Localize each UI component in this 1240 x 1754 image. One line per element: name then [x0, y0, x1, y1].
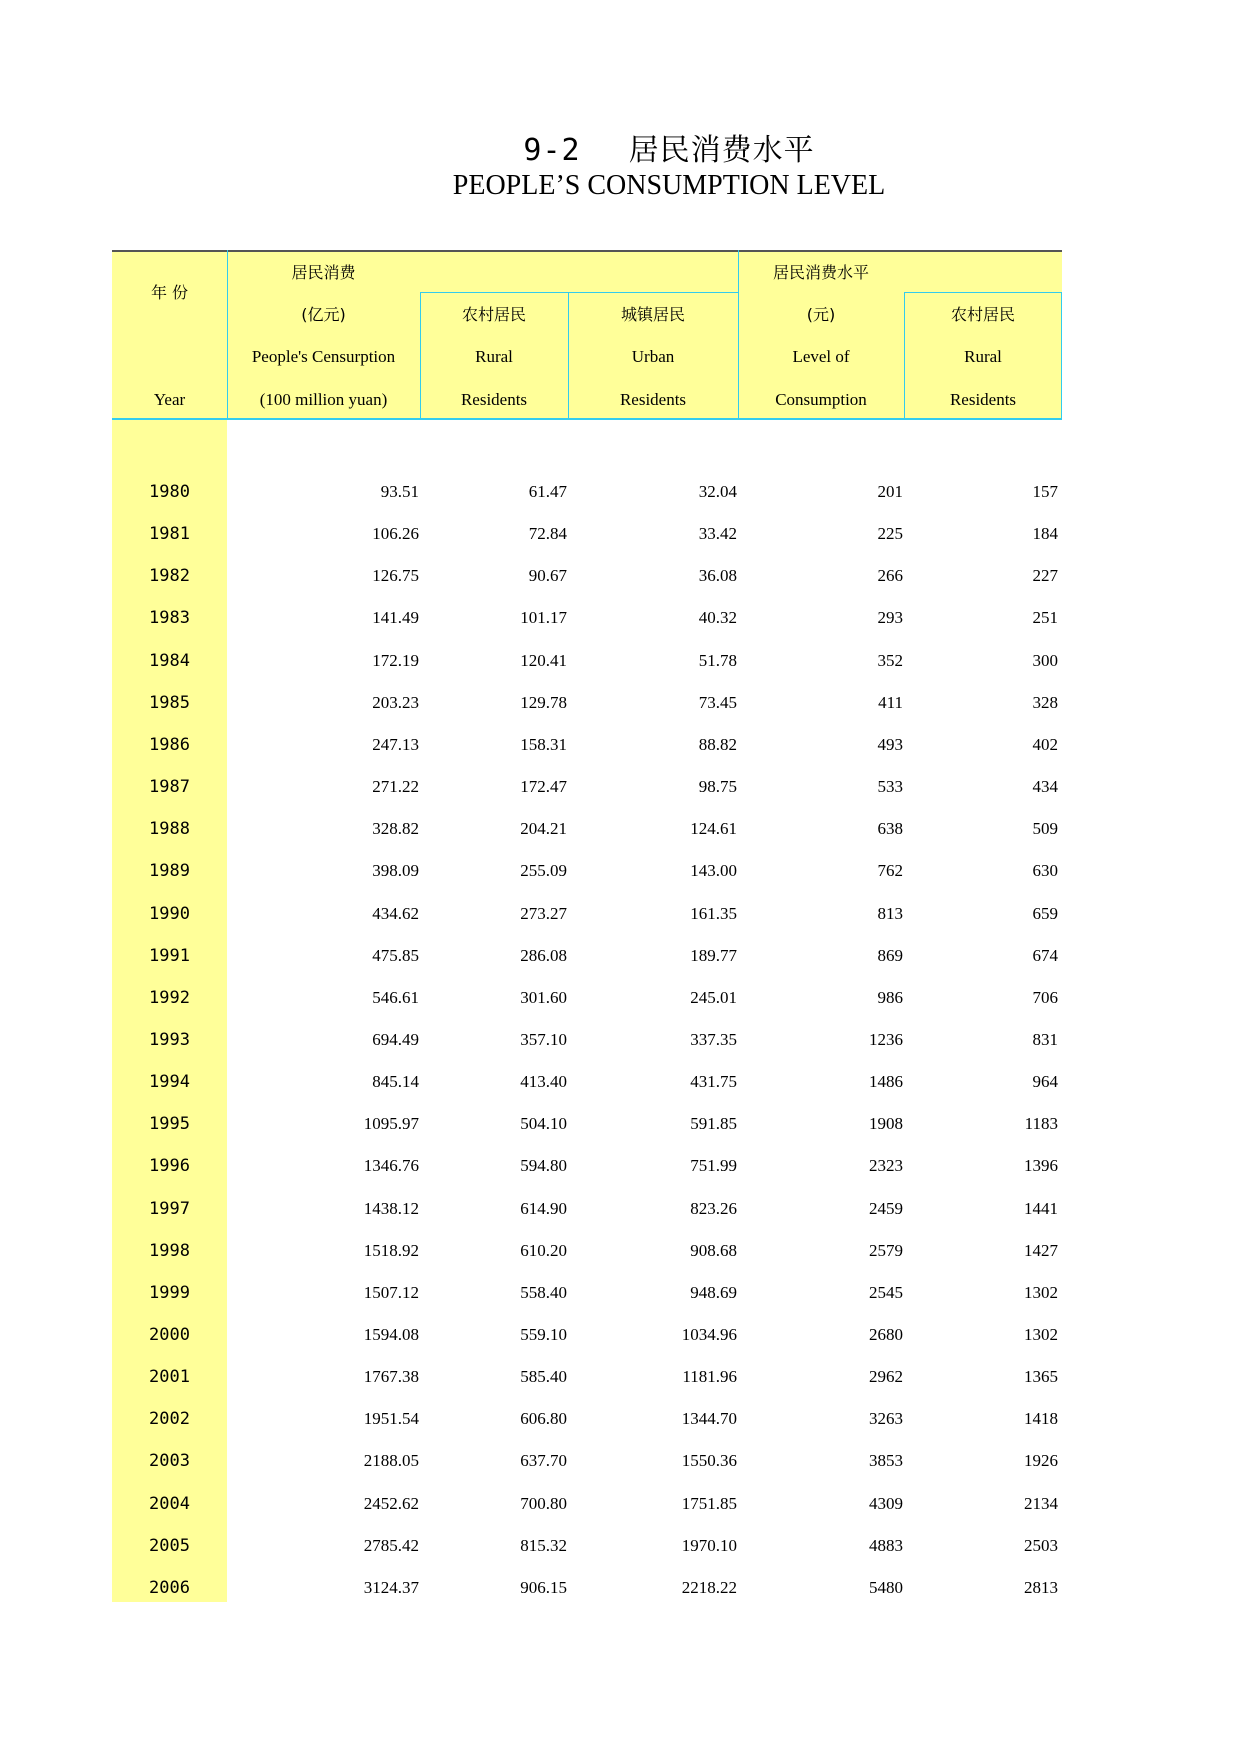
cell-level-total: 1486 [869, 1072, 903, 1091]
cell-consumption-total: 694.49 [372, 1030, 419, 1049]
table-row [112, 851, 1062, 893]
cell-consumption-total: 271.22 [372, 777, 419, 796]
cell-consumption-urban: 40.32 [698, 608, 737, 627]
cell-level-rural: 157 [1032, 482, 1058, 501]
cell-consumption-rural: 301.60 [520, 988, 567, 1007]
cell-year: 1992 [149, 988, 190, 1008]
header-level-rural-en2: Residents [949, 390, 1017, 409]
header-urban-en2: Residents [619, 390, 687, 409]
table-row [112, 894, 1062, 936]
cell-level-rural: 434 [1032, 777, 1058, 796]
cell-level-rural: 1396 [1024, 1156, 1058, 1175]
cell-consumption-total: 1346.76 [363, 1156, 419, 1175]
cell-consumption-urban: 823.26 [690, 1199, 737, 1218]
cell-level-total: 986 [877, 988, 903, 1007]
cell-consumption-rural: 120.41 [520, 651, 567, 670]
cell-consumption-total: 247.13 [372, 735, 419, 754]
table-row [112, 1357, 1062, 1399]
cell-consumption-urban: 751.99 [690, 1156, 737, 1175]
cell-consumption-total: 3124.37 [363, 1578, 419, 1597]
cell-consumption-total: 845.14 [372, 1072, 419, 1091]
cell-level-total: 352 [877, 651, 903, 670]
cell-consumption-urban: 2218.22 [681, 1578, 737, 1597]
cell-level-rural: 251 [1032, 608, 1058, 627]
table-row [112, 1441, 1062, 1483]
cell-year: 1981 [149, 524, 190, 544]
cell-consumption-rural: 90.67 [528, 566, 567, 585]
header-bottom-rule [112, 418, 1062, 420]
header-year-en: Year [153, 390, 186, 409]
cell-level-total: 3263 [869, 1409, 903, 1428]
table-row [112, 936, 1062, 978]
cell-level-rural: 964 [1032, 1072, 1058, 1091]
header-level-unit-cn: (元) [806, 305, 836, 324]
table-row [112, 683, 1062, 725]
cell-consumption-rural: 585.40 [520, 1367, 567, 1386]
cell-consumption-total: 475.85 [372, 946, 419, 965]
cell-consumption-rural: 61.47 [528, 482, 567, 501]
header-consumption-en: People's Censurption [251, 347, 396, 366]
cell-level-rural: 300 [1032, 651, 1058, 670]
table-row [112, 978, 1062, 1020]
cell-year: 2004 [149, 1494, 190, 1514]
cell-consumption-urban: 161.35 [690, 904, 737, 923]
title-cn-text: 居民消费水平 [628, 133, 815, 168]
cell-year: 1995 [149, 1114, 190, 1134]
cell-year: 1993 [149, 1030, 190, 1050]
table-row [112, 1062, 1062, 1104]
cell-consumption-rural: 273.27 [520, 904, 567, 923]
table-header [112, 250, 1062, 420]
cell-year: 2003 [149, 1451, 190, 1471]
table-row [112, 725, 1062, 767]
cell-consumption-urban: 32.04 [698, 482, 737, 501]
cell-level-rural: 184 [1032, 524, 1058, 543]
cell-year: 2002 [149, 1409, 190, 1429]
cell-level-rural: 2813 [1024, 1578, 1058, 1597]
cell-consumption-rural: 357.10 [520, 1030, 567, 1049]
cell-level-rural: 1427 [1024, 1241, 1058, 1260]
cell-level-total: 493 [877, 735, 903, 754]
table-row [112, 1399, 1062, 1441]
cell-consumption-rural: 637.70 [520, 1451, 567, 1470]
cell-consumption-urban: 88.82 [698, 735, 737, 754]
cell-level-total: 266 [877, 566, 903, 585]
header-rural-cn: 农村居民 [461, 305, 526, 324]
cell-consumption-total: 172.19 [372, 651, 419, 670]
cell-level-rural: 1302 [1024, 1325, 1058, 1344]
cell-consumption-total: 2452.62 [363, 1494, 419, 1513]
cell-consumption-rural: 558.40 [520, 1283, 567, 1302]
cell-consumption-rural: 700.80 [520, 1494, 567, 1513]
cell-year: 1997 [149, 1199, 190, 1219]
cell-level-total: 3853 [869, 1451, 903, 1470]
divider [420, 292, 738, 293]
cell-level-rural: 674 [1032, 946, 1058, 965]
cell-year: 2000 [149, 1325, 190, 1345]
cell-year: 1998 [149, 1241, 190, 1261]
table-row [112, 1020, 1062, 1062]
cell-year: 1984 [149, 651, 190, 671]
cell-year: 1988 [149, 819, 190, 839]
cell-consumption-urban: 124.61 [690, 819, 737, 838]
cell-level-total: 762 [877, 861, 903, 880]
cell-consumption-total: 1095.97 [363, 1114, 419, 1133]
cell-consumption-total: 2188.05 [363, 1451, 419, 1470]
cell-consumption-rural: 101.17 [520, 608, 567, 627]
cell-level-rural: 1926 [1024, 1451, 1058, 1470]
table-row [112, 1146, 1062, 1188]
cell-year: 1982 [149, 566, 190, 586]
cell-level-total: 2680 [869, 1325, 903, 1344]
cell-consumption-urban: 143.00 [690, 861, 737, 880]
table-row [112, 1315, 1062, 1357]
cell-consumption-rural: 594.80 [520, 1156, 567, 1175]
cell-year: 1994 [149, 1072, 190, 1092]
table-row [112, 767, 1062, 809]
cell-consumption-rural: 610.20 [520, 1241, 567, 1260]
cell-level-total: 411 [878, 693, 903, 712]
header-level-en1: Level of [792, 347, 850, 366]
cell-level-rural: 1441 [1024, 1199, 1058, 1218]
table-row [112, 598, 1062, 640]
header-rural-en1: Rural [475, 347, 513, 366]
table-row [112, 556, 1062, 598]
cell-level-total: 5480 [869, 1578, 903, 1597]
cell-consumption-rural: 255.09 [520, 861, 567, 880]
header-year-cn: 年 份 [150, 283, 189, 302]
cell-consumption-urban: 189.77 [690, 946, 737, 965]
table-row [112, 1189, 1062, 1231]
cell-year: 2005 [149, 1536, 190, 1556]
header-consumption-unit-en: (100 million yuan) [259, 390, 388, 409]
cell-year: 1990 [149, 904, 190, 924]
cell-consumption-total: 106.26 [372, 524, 419, 543]
cell-level-rural: 831 [1032, 1030, 1058, 1049]
cell-consumption-rural: 204.21 [520, 819, 567, 838]
cell-consumption-total: 1951.54 [363, 1409, 419, 1428]
cell-consumption-urban: 1751.85 [681, 1494, 737, 1513]
cell-consumption-total: 93.51 [380, 482, 419, 501]
cell-level-rural: 630 [1032, 861, 1058, 880]
table-row [112, 472, 1062, 514]
cell-consumption-rural: 815.32 [520, 1536, 567, 1555]
cell-consumption-urban: 591.85 [690, 1114, 737, 1133]
cell-consumption-total: 126.75 [372, 566, 419, 585]
cell-consumption-urban: 245.01 [690, 988, 737, 1007]
cell-consumption-total: 546.61 [372, 988, 419, 1007]
page-title-en: PEOPLE’S CONSUMPTION LEVEL [452, 170, 886, 201]
table-row [112, 1526, 1062, 1568]
page-title-cn [0, 125, 1240, 169]
cell-consumption-urban: 1181.96 [682, 1367, 737, 1386]
cell-level-rural: 1183 [1024, 1114, 1058, 1133]
cell-level-rural: 1365 [1024, 1367, 1058, 1386]
cell-consumption-rural: 614.90 [520, 1199, 567, 1218]
cell-level-total: 2323 [869, 1156, 903, 1175]
cell-level-total: 869 [877, 946, 903, 965]
cell-consumption-urban: 908.68 [690, 1241, 737, 1260]
table-row [112, 1484, 1062, 1526]
divider [904, 292, 1062, 293]
cell-level-rural: 402 [1032, 735, 1058, 754]
cell-year: 1986 [149, 735, 190, 755]
cell-year: 1996 [149, 1156, 190, 1176]
header-urban-cn: 城镇居民 [620, 305, 685, 324]
cell-level-total: 2579 [869, 1241, 903, 1260]
cell-level-rural: 328 [1032, 693, 1058, 712]
header-consumption-cn: 居民消费 [291, 263, 356, 282]
cell-consumption-total: 141.49 [372, 608, 419, 627]
cell-level-rural: 659 [1032, 904, 1058, 923]
table-row [112, 641, 1062, 683]
cell-consumption-urban: 73.45 [698, 693, 737, 712]
header-rural-en2: Residents [460, 390, 528, 409]
cell-year: 1991 [149, 946, 190, 966]
cell-level-rural: 227 [1032, 566, 1058, 585]
cell-level-total: 4883 [869, 1536, 903, 1555]
cell-level-total: 638 [877, 819, 903, 838]
header-level-en2: Consumption [775, 390, 867, 409]
cell-level-rural: 1418 [1024, 1409, 1058, 1428]
cell-consumption-total: 203.23 [372, 693, 419, 712]
cell-level-total: 813 [877, 904, 903, 923]
table-row [112, 1273, 1062, 1315]
cell-level-rural: 509 [1032, 819, 1058, 838]
table-number: 9-2 [523, 133, 581, 168]
cell-year: 1985 [149, 693, 190, 713]
header-top-rule [112, 250, 1062, 252]
cell-consumption-urban: 1344.70 [681, 1409, 737, 1428]
cell-consumption-rural: 72.84 [528, 524, 567, 543]
cell-year: 2006 [149, 1578, 190, 1598]
cell-year: 1980 [149, 482, 190, 502]
cell-level-rural: 2503 [1024, 1536, 1058, 1555]
cell-consumption-total: 1507.12 [363, 1283, 419, 1302]
cell-year: 2001 [149, 1367, 190, 1387]
cell-consumption-rural: 906.15 [520, 1578, 567, 1597]
cell-level-total: 4309 [869, 1494, 903, 1513]
cell-consumption-urban: 337.35 [690, 1030, 737, 1049]
cell-consumption-urban: 98.75 [698, 777, 737, 796]
cell-consumption-urban: 948.69 [690, 1283, 737, 1302]
table-row [112, 514, 1062, 556]
header-level-rural-cn: 农村居民 [950, 305, 1015, 324]
table-row [112, 1104, 1062, 1146]
cell-consumption-total: 1518.92 [363, 1241, 419, 1260]
cell-consumption-rural: 504.10 [520, 1114, 567, 1133]
cell-consumption-rural: 158.31 [520, 735, 567, 754]
header-level-rural-en1: Rural [964, 347, 1002, 366]
cell-consumption-total: 328.82 [372, 819, 419, 838]
cell-consumption-rural: 172.47 [520, 777, 567, 796]
cell-consumption-rural: 129.78 [520, 693, 567, 712]
cell-consumption-total: 1438.12 [363, 1199, 419, 1218]
cell-consumption-urban: 1034.96 [681, 1325, 737, 1344]
header-consumption-unit-cn: (亿元) [301, 305, 346, 324]
cell-consumption-rural: 413.40 [520, 1072, 567, 1091]
cell-consumption-total: 1767.38 [363, 1367, 419, 1386]
cell-year: 1989 [149, 861, 190, 881]
cell-consumption-rural: 286.08 [520, 946, 567, 965]
cell-level-total: 533 [877, 777, 903, 796]
cell-consumption-total: 1594.08 [363, 1325, 419, 1344]
cell-level-total: 2545 [869, 1283, 903, 1302]
cell-level-rural: 706 [1032, 988, 1058, 1007]
cell-consumption-rural: 606.80 [520, 1409, 567, 1428]
cell-level-total: 225 [877, 524, 903, 543]
cell-level-total: 293 [877, 608, 903, 627]
cell-consumption-total: 2785.42 [363, 1536, 419, 1555]
cell-level-rural: 1302 [1024, 1283, 1058, 1302]
cell-consumption-urban: 431.75 [690, 1072, 737, 1091]
cell-level-total: 1236 [869, 1030, 903, 1049]
cell-year: 1987 [149, 777, 190, 797]
table-row [112, 809, 1062, 851]
cell-consumption-urban: 1970.10 [681, 1536, 737, 1555]
table-row [112, 1231, 1062, 1273]
table-row [112, 1568, 1062, 1610]
header-urban-en1: Urban [631, 347, 675, 366]
cell-consumption-total: 434.62 [372, 904, 419, 923]
cell-consumption-rural: 559.10 [520, 1325, 567, 1344]
cell-consumption-urban: 33.42 [698, 524, 737, 543]
cell-level-total: 2459 [869, 1199, 903, 1218]
header-level-cn: 居民消费水平 [772, 263, 869, 282]
cell-level-total: 201 [877, 482, 903, 501]
cell-year: 1983 [149, 608, 190, 628]
cell-year: 1999 [149, 1283, 190, 1303]
cell-level-total: 2962 [869, 1367, 903, 1386]
cell-consumption-urban: 36.08 [698, 566, 737, 585]
cell-consumption-urban: 1550.36 [681, 1451, 737, 1470]
cell-consumption-urban: 51.78 [698, 651, 737, 670]
cell-level-rural: 2134 [1024, 1494, 1058, 1513]
cell-consumption-total: 398.09 [372, 861, 419, 880]
cell-level-total: 1908 [869, 1114, 903, 1133]
